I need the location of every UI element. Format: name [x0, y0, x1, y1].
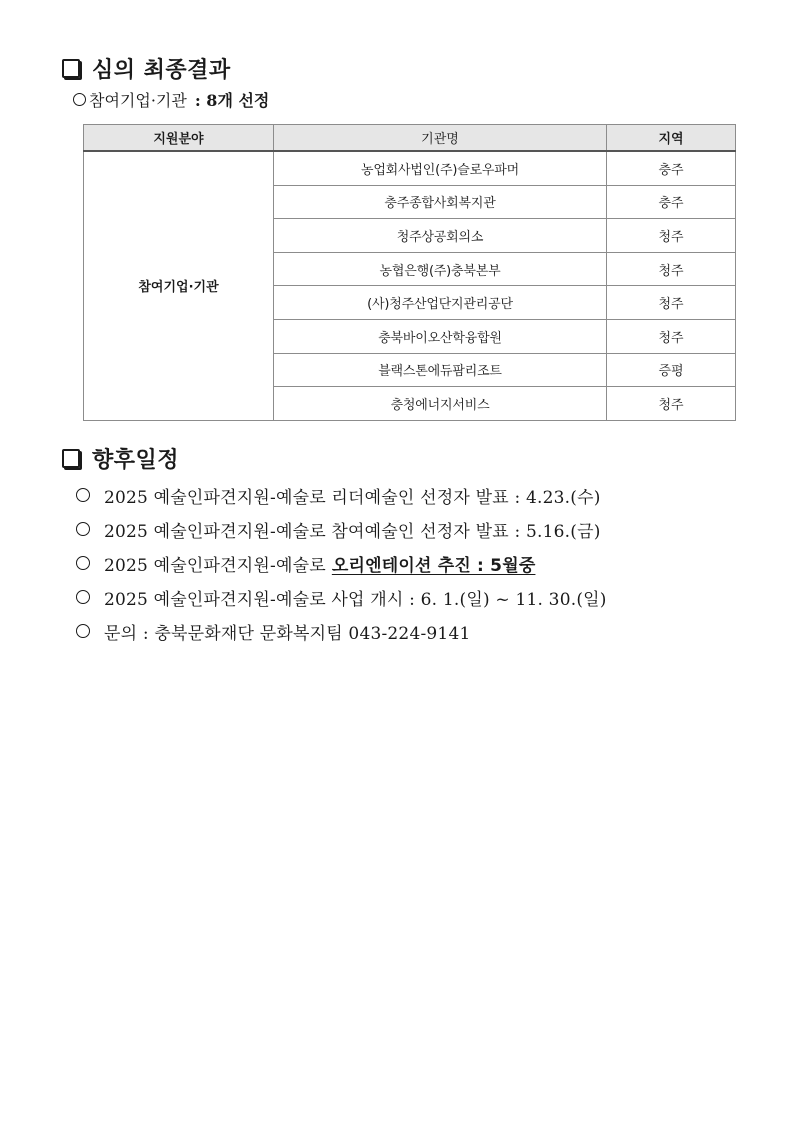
- region-cell: 증평: [607, 353, 736, 387]
- summary-result: : 8개 선정: [194, 91, 270, 110]
- org-name-cell: 농협은행(주)충북본부: [274, 252, 607, 286]
- region-cell: 청주: [607, 219, 736, 253]
- header-org-name: 기관명: [274, 125, 607, 152]
- org-name-cell: (사)청주산업단지관리공단: [274, 286, 607, 320]
- checkbox-square-icon: [62, 449, 80, 468]
- selection-summary: [73, 88, 269, 111]
- circle-bullet-icon: [76, 590, 90, 604]
- section-heading-review-result: [62, 53, 231, 84]
- checkbox-square-icon: [62, 59, 80, 78]
- schedule-text: 2025 예술인파견지원-예술로: [104, 555, 326, 576]
- org-name-cell: 충청에너지서비스: [274, 387, 607, 421]
- region-cell: 청주: [607, 387, 736, 421]
- schedule-text: 문의 : 충북문화재단 문화복지팀 043-224-9141: [104, 623, 471, 644]
- circle-bullet-icon: [76, 488, 90, 502]
- result-table: [83, 124, 736, 421]
- org-name-cell: 충주종합사회복지관: [274, 185, 607, 219]
- circle-bullet-icon: [73, 93, 86, 106]
- schedule-emphasis: 오리엔테이션 추진 : 5월중: [331, 555, 536, 576]
- schedule-item: [76, 512, 607, 546]
- circle-bullet-icon: [76, 522, 90, 536]
- schedule-text: 2025 예술인파견지원-예술로 참여예술인 선정자 발표 : 5.16.(금): [104, 521, 601, 542]
- schedule-item: [76, 614, 607, 648]
- schedule-item: [76, 580, 607, 614]
- circle-bullet-icon: [76, 556, 90, 570]
- header-region: 지역: [607, 125, 736, 152]
- summary-label: 참여기업·기관: [89, 91, 187, 110]
- org-name-cell: 충북바이오산학융합원: [274, 319, 607, 353]
- header-category: 지원분야: [84, 125, 274, 152]
- table-header-row: [84, 125, 736, 152]
- section-title: 심의 최종결과: [92, 58, 231, 83]
- schedule-item: [76, 546, 607, 580]
- region-cell: 충주: [607, 151, 736, 185]
- section-heading-schedule: [62, 443, 179, 474]
- org-name-cell: 청주상공회의소: [274, 219, 607, 253]
- region-cell: 청주: [607, 252, 736, 286]
- schedule-item: [76, 478, 607, 512]
- schedule-list: [76, 478, 607, 648]
- section-title: 향후일정: [92, 448, 180, 473]
- region-cell: 충주: [607, 185, 736, 219]
- region-cell: 청주: [607, 319, 736, 353]
- table-row: [84, 151, 736, 185]
- category-cell: 참여기업·기관: [84, 151, 274, 420]
- schedule-text: 2025 예술인파견지원-예술로 사업 개시 : 6. 1.(일) ~ 11. 30.(일): [104, 589, 607, 610]
- circle-bullet-icon: [76, 624, 90, 638]
- schedule-text: 2025 예술인파견지원-예술로 리더예술인 선정자 발표 : 4.23.(수): [104, 487, 601, 508]
- org-name-cell: 블랙스톤에듀팜리조트: [274, 353, 607, 387]
- region-cell: 청주: [607, 286, 736, 320]
- org-name-cell: 농업회사법인(주)슬로우파머: [274, 151, 607, 185]
